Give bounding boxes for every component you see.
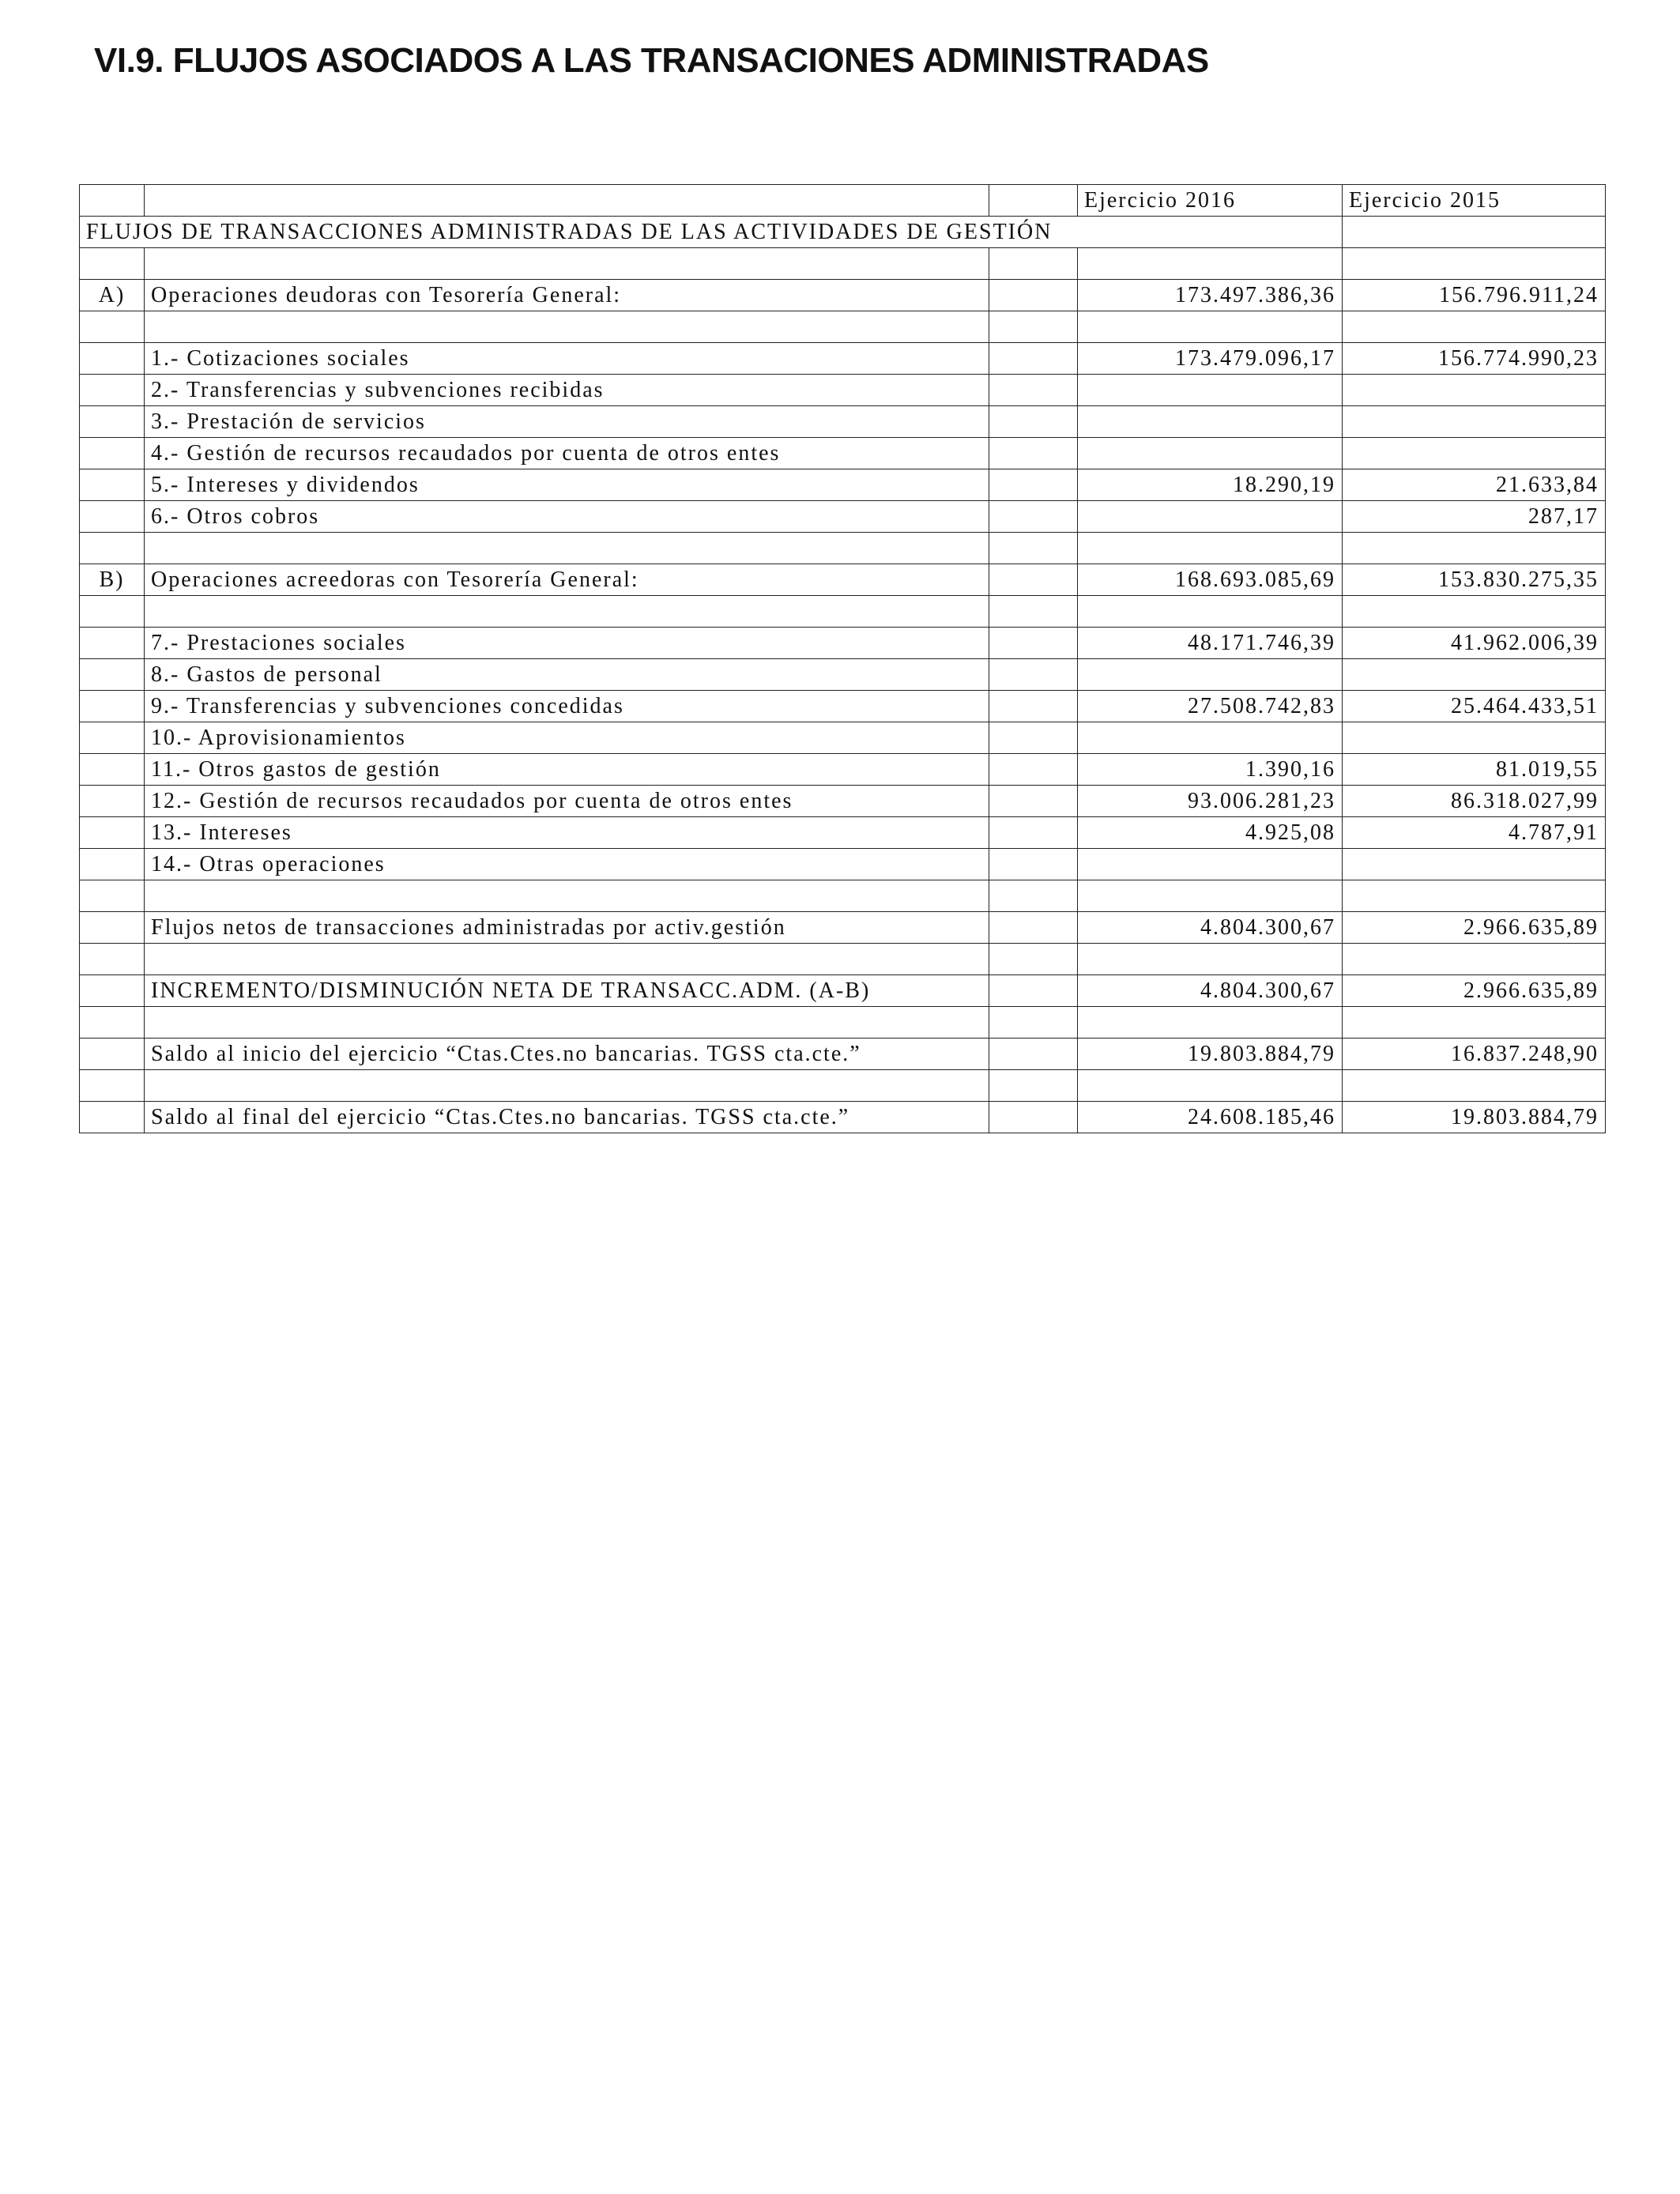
table-row bbox=[80, 722, 1606, 754]
transactions-table bbox=[79, 184, 1606, 1133]
row-spacer-cell bbox=[989, 880, 1078, 912]
row-2016-cell bbox=[1078, 501, 1343, 533]
table-row bbox=[80, 1070, 1606, 1102]
row-spacer-cell bbox=[989, 754, 1078, 786]
header-cell-label bbox=[145, 185, 989, 217]
row-key-cell bbox=[80, 1070, 145, 1102]
row-label-cell: Operaciones acreedoras con Tesorería General: bbox=[145, 564, 989, 596]
row-label-cell: 6.- Otros cobros bbox=[145, 501, 989, 533]
row-2016-cell: 4.925,08 bbox=[1078, 817, 1343, 849]
row-2016-cell bbox=[1078, 659, 1343, 691]
row-spacer-cell bbox=[989, 786, 1078, 817]
row-key-cell bbox=[80, 786, 145, 817]
row-2015-cell: 81.019,55 bbox=[1343, 754, 1606, 786]
table-row bbox=[80, 280, 1606, 311]
row-2015-cell: 2.966.635,89 bbox=[1343, 975, 1606, 1007]
row-spacer-cell bbox=[989, 659, 1078, 691]
row-key-cell bbox=[80, 248, 145, 280]
table-row bbox=[80, 375, 1606, 406]
row-label-cell bbox=[145, 1007, 989, 1039]
row-key-cell bbox=[80, 659, 145, 691]
row-key-cell bbox=[80, 406, 145, 438]
row-key-cell bbox=[80, 501, 145, 533]
section-title-row bbox=[80, 217, 1606, 248]
table-row bbox=[80, 343, 1606, 375]
row-label-cell: 7.- Prestaciones sociales bbox=[145, 628, 989, 659]
row-2016-cell bbox=[1078, 1070, 1343, 1102]
table-row bbox=[80, 817, 1606, 849]
row-spacer-cell bbox=[989, 280, 1078, 311]
row-2015-cell: 25.464.433,51 bbox=[1343, 691, 1606, 722]
row-spacer-cell bbox=[989, 1070, 1078, 1102]
row-key-cell bbox=[80, 880, 145, 912]
table-row bbox=[80, 501, 1606, 533]
row-2016-cell bbox=[1078, 1007, 1343, 1039]
row-key-cell bbox=[80, 311, 145, 343]
table-row bbox=[80, 533, 1606, 564]
row-label-cell: 1.- Cotizaciones sociales bbox=[145, 343, 989, 375]
row-2015-cell bbox=[1343, 944, 1606, 975]
row-spacer-cell bbox=[989, 375, 1078, 406]
row-2016-cell: 93.006.281,23 bbox=[1078, 786, 1343, 817]
table-row bbox=[80, 1039, 1606, 1070]
row-key-cell: A) bbox=[80, 280, 145, 311]
row-spacer-cell bbox=[989, 533, 1078, 564]
row-2015-cell: 16.837.248,90 bbox=[1343, 1039, 1606, 1070]
row-2015-cell: 21.633,84 bbox=[1343, 469, 1606, 501]
row-2016-cell: 27.508.742,83 bbox=[1078, 691, 1343, 722]
row-2015-cell bbox=[1343, 1070, 1606, 1102]
row-spacer-cell bbox=[989, 406, 1078, 438]
row-2015-cell bbox=[1343, 849, 1606, 880]
row-key-cell bbox=[80, 533, 145, 564]
row-2016-cell bbox=[1078, 849, 1343, 880]
row-key-cell bbox=[80, 912, 145, 944]
table-row bbox=[80, 880, 1606, 912]
header-cell-spacer bbox=[989, 185, 1078, 217]
header-cell-2015: Ejercicio 2015 bbox=[1343, 185, 1606, 217]
table-header-row bbox=[80, 185, 1606, 217]
row-label-cell: 4.- Gestión de recursos recaudados por cuenta de otros entes bbox=[145, 438, 989, 469]
row-label-cell: 11.- Otros gastos de gestión bbox=[145, 754, 989, 786]
row-2015-cell bbox=[1343, 659, 1606, 691]
row-spacer-cell bbox=[989, 722, 1078, 754]
table-row bbox=[80, 1007, 1606, 1039]
header-cell-key bbox=[80, 185, 145, 217]
row-spacer-cell bbox=[989, 975, 1078, 1007]
row-2016-cell: 4.804.300,67 bbox=[1078, 912, 1343, 944]
row-label-cell: Saldo al final del ejercicio “Ctas.Ctes.no bancarias. TGSS cta.cte.” bbox=[145, 1102, 989, 1133]
row-2016-cell bbox=[1078, 722, 1343, 754]
row-2015-cell bbox=[1343, 880, 1606, 912]
row-spacer-cell bbox=[989, 311, 1078, 343]
row-2015-cell bbox=[1343, 1007, 1606, 1039]
table-row bbox=[80, 786, 1606, 817]
row-2015-cell bbox=[1343, 311, 1606, 343]
table-row bbox=[80, 849, 1606, 880]
row-label-cell bbox=[145, 596, 989, 628]
row-2015-cell bbox=[1343, 533, 1606, 564]
row-key-cell bbox=[80, 691, 145, 722]
table-row bbox=[80, 438, 1606, 469]
table-row bbox=[80, 912, 1606, 944]
row-spacer-cell bbox=[989, 691, 1078, 722]
row-label-cell: Operaciones deudoras con Tesorería General: bbox=[145, 280, 989, 311]
row-label-cell bbox=[145, 533, 989, 564]
table-row bbox=[80, 248, 1606, 280]
row-2016-cell bbox=[1078, 596, 1343, 628]
row-spacer-cell bbox=[989, 912, 1078, 944]
table-row bbox=[80, 564, 1606, 596]
section-title-empty-cell bbox=[1343, 217, 1606, 248]
row-key-cell bbox=[80, 596, 145, 628]
row-2015-cell bbox=[1343, 438, 1606, 469]
table-row bbox=[80, 754, 1606, 786]
table-row bbox=[80, 628, 1606, 659]
row-label-cell: 5.- Intereses y dividendos bbox=[145, 469, 989, 501]
row-2016-cell bbox=[1078, 880, 1343, 912]
row-2016-cell bbox=[1078, 944, 1343, 975]
row-spacer-cell bbox=[989, 248, 1078, 280]
row-label-cell bbox=[145, 944, 989, 975]
row-label-cell bbox=[145, 311, 989, 343]
table-row bbox=[80, 944, 1606, 975]
row-spacer-cell bbox=[989, 628, 1078, 659]
header-cell-2016: Ejercicio 2016 bbox=[1078, 185, 1343, 217]
row-2016-cell: 168.693.085,69 bbox=[1078, 564, 1343, 596]
row-2015-cell: 41.962.006,39 bbox=[1343, 628, 1606, 659]
row-spacer-cell bbox=[989, 1007, 1078, 1039]
table-row bbox=[80, 311, 1606, 343]
row-spacer-cell bbox=[989, 1039, 1078, 1070]
row-spacer-cell bbox=[989, 849, 1078, 880]
row-2015-cell bbox=[1343, 596, 1606, 628]
row-spacer-cell bbox=[989, 343, 1078, 375]
table-row bbox=[80, 1102, 1606, 1133]
row-2016-cell bbox=[1078, 248, 1343, 280]
row-spacer-cell bbox=[989, 596, 1078, 628]
table-row bbox=[80, 596, 1606, 628]
row-key-cell bbox=[80, 1102, 145, 1133]
row-2016-cell: 4.804.300,67 bbox=[1078, 975, 1343, 1007]
row-2016-cell bbox=[1078, 375, 1343, 406]
row-2016-cell: 173.497.386,36 bbox=[1078, 280, 1343, 311]
row-key-cell bbox=[80, 438, 145, 469]
row-2015-cell: 2.966.635,89 bbox=[1343, 912, 1606, 944]
row-2016-cell bbox=[1078, 406, 1343, 438]
row-2016-cell: 1.390,16 bbox=[1078, 754, 1343, 786]
section-title: FLUJOS DE TRANSACCIONES ADMINISTRADAS DE LAS ACTIVIDADES DE GESTIÓN bbox=[80, 217, 1343, 248]
row-2015-cell bbox=[1343, 248, 1606, 280]
table-row bbox=[80, 659, 1606, 691]
row-key-cell bbox=[80, 628, 145, 659]
row-label-cell: 12.- Gestión de recursos recaudados por cuenta de otros entes bbox=[145, 786, 989, 817]
row-2015-cell: 4.787,91 bbox=[1343, 817, 1606, 849]
row-2016-cell: 173.479.096,17 bbox=[1078, 343, 1343, 375]
row-key-cell bbox=[80, 722, 145, 754]
row-key-cell: B) bbox=[80, 564, 145, 596]
row-2015-cell: 156.796.911,24 bbox=[1343, 280, 1606, 311]
row-key-cell bbox=[80, 817, 145, 849]
row-label-cell: 3.- Prestación de servicios bbox=[145, 406, 989, 438]
row-spacer-cell bbox=[989, 501, 1078, 533]
row-spacer-cell bbox=[989, 469, 1078, 501]
row-label-cell: INCREMENTO/DISMINUCIÓN NETA DE TRANSACC.ADM. (A-B) bbox=[145, 975, 989, 1007]
row-key-cell bbox=[80, 944, 145, 975]
row-2015-cell bbox=[1343, 375, 1606, 406]
row-label-cell bbox=[145, 248, 989, 280]
row-label-cell: 14.- Otras operaciones bbox=[145, 849, 989, 880]
row-2016-cell bbox=[1078, 533, 1343, 564]
row-key-cell bbox=[80, 469, 145, 501]
row-spacer-cell bbox=[989, 564, 1078, 596]
row-label-cell: Saldo al inicio del ejercicio “Ctas.Ctes.no bancarias. TGSS cta.cte.” bbox=[145, 1039, 989, 1070]
row-2016-cell: 48.171.746,39 bbox=[1078, 628, 1343, 659]
row-2016-cell bbox=[1078, 311, 1343, 343]
table-row bbox=[80, 469, 1606, 501]
row-label-cell bbox=[145, 880, 989, 912]
row-key-cell bbox=[80, 1007, 145, 1039]
row-2015-cell: 156.774.990,23 bbox=[1343, 343, 1606, 375]
row-2016-cell: 24.608.185,46 bbox=[1078, 1102, 1343, 1133]
row-2015-cell: 287,17 bbox=[1343, 501, 1606, 533]
row-2015-cell: 86.318.027,99 bbox=[1343, 786, 1606, 817]
row-2015-cell bbox=[1343, 722, 1606, 754]
row-2016-cell: 18.290,19 bbox=[1078, 469, 1343, 501]
table-row bbox=[80, 691, 1606, 722]
row-key-cell bbox=[80, 1039, 145, 1070]
table-row bbox=[80, 975, 1606, 1007]
row-key-cell bbox=[80, 375, 145, 406]
row-spacer-cell bbox=[989, 438, 1078, 469]
row-label-cell: 10.- Aprovisionamientos bbox=[145, 722, 989, 754]
row-2016-cell: 19.803.884,79 bbox=[1078, 1039, 1343, 1070]
row-label-cell: Flujos netos de transacciones administradas por activ.gestión bbox=[145, 912, 989, 944]
row-label-cell: 8.- Gastos de personal bbox=[145, 659, 989, 691]
row-label-cell: 9.- Transferencias y subvenciones concedidas bbox=[145, 691, 989, 722]
row-key-cell bbox=[80, 754, 145, 786]
row-key-cell bbox=[80, 975, 145, 1007]
row-key-cell bbox=[80, 343, 145, 375]
row-2015-cell: 153.830.275,35 bbox=[1343, 564, 1606, 596]
row-2015-cell bbox=[1343, 406, 1606, 438]
row-key-cell bbox=[80, 849, 145, 880]
row-spacer-cell bbox=[989, 817, 1078, 849]
row-2016-cell bbox=[1078, 438, 1343, 469]
page-title: VI.9. FLUJOS ASOCIADOS A LAS TRANSACIONES ADMINISTRADAS bbox=[94, 41, 1209, 80]
row-spacer-cell bbox=[989, 944, 1078, 975]
row-label-cell bbox=[145, 1070, 989, 1102]
row-2015-cell: 19.803.884,79 bbox=[1343, 1102, 1606, 1133]
table-row bbox=[80, 406, 1606, 438]
row-spacer-cell bbox=[989, 1102, 1078, 1133]
row-label-cell: 13.- Intereses bbox=[145, 817, 989, 849]
row-label-cell: 2.- Transferencias y subvenciones recibidas bbox=[145, 375, 989, 406]
